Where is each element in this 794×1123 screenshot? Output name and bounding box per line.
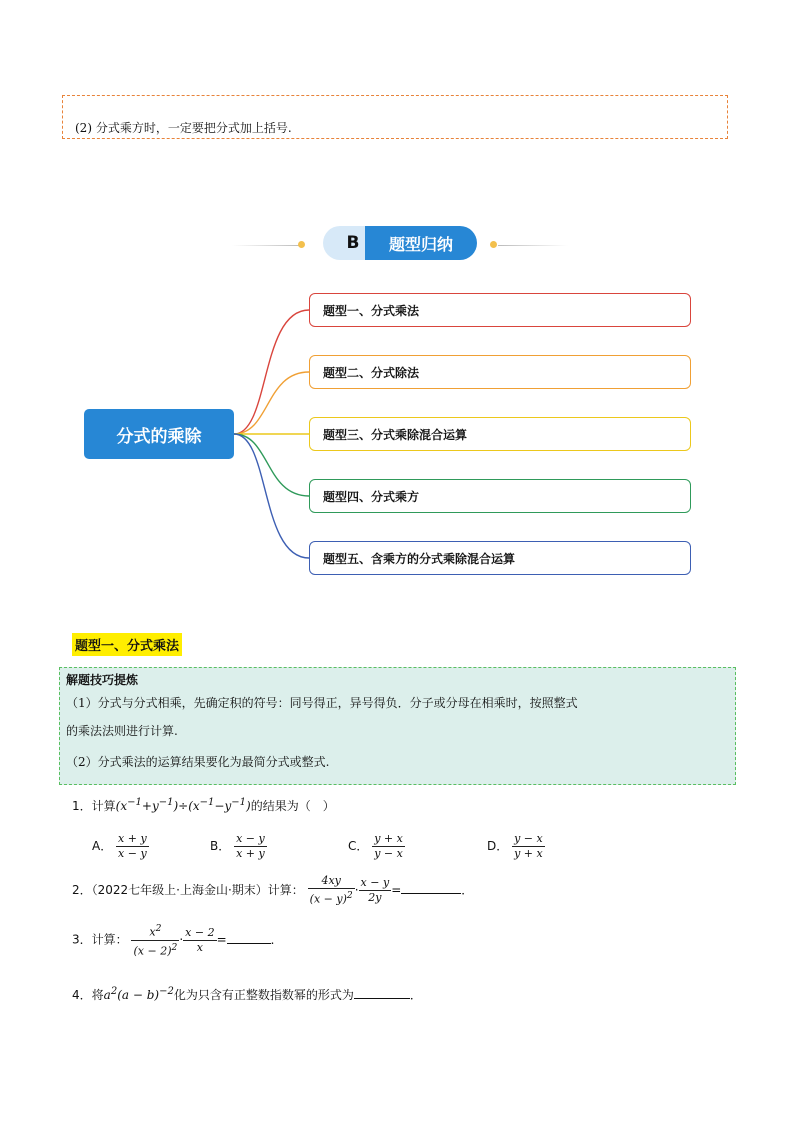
option-fraction: $\frac{y + x}{y - x}$ (374, 832, 403, 860)
option-fraction: $\frac{x - y}{x + y}$ (236, 832, 265, 860)
option-letter: A． (92, 839, 113, 853)
q2-fraction-2: $\frac{x - y}{2y}$ (360, 875, 390, 904)
mindmap-branch-3: 题型三、分式乘除混合运算 (309, 417, 691, 451)
q2-number: 2． (72, 882, 92, 897)
question-4: 4．将$a^2(a - b)^{-2}$化为只含有正整数指数幂的形式为 ． (72, 986, 422, 1002)
mindmap-root: 分式的乘除 (84, 409, 234, 459)
note-text: (2) 分式乘方时，一定要把分式加上括号. (75, 121, 292, 135)
banner-letter: B (323, 226, 383, 260)
q1-number: 1． (72, 799, 92, 813)
mindmap-branch-4: 题型四、分式乘方 (309, 479, 691, 513)
q1-option-c[interactable] (348, 832, 405, 861)
q3-fraction-1: $\frac{x^2}{(x - 2)^2}$ (133, 923, 178, 958)
mindmap-branch-1: 题型一、分式乘法 (309, 293, 691, 327)
banner-title: 题型归纳 (365, 226, 477, 260)
q2-fraction-1: $\frac{4xy}{(x - y)^2}$ (309, 874, 353, 906)
option-letter: D． (487, 839, 509, 853)
q1-expression: $(x^{-1}+y^{-1})\div(x^{-1}-y^{-1})$ (115, 797, 251, 813)
q1-prefix: 计算 (91, 799, 116, 813)
mindmap-branch-2: 题型二、分式除法 (309, 355, 691, 389)
q3-prefix: 计算： (91, 932, 128, 947)
q4-prefix: 将 (91, 988, 104, 1002)
q4-answer-blank[interactable] (354, 998, 410, 999)
q4-suffix: 化为只含有正整数指数幂的形式为 (173, 988, 354, 1002)
mindmap-branch-5: 题型五、含乘方的分式乘除混合运算 (309, 541, 691, 575)
tips-line-2: 的乘法法则进行计算. (66, 724, 178, 738)
topic-heading: 题型一、分式乘法 (72, 633, 182, 656)
q1-suffix: 的结果为（ ） (250, 799, 335, 813)
option-fraction: $\frac{x + y}{x - y}$ (118, 832, 147, 860)
connector-5 (234, 434, 309, 558)
q3-number: 3． (72, 932, 92, 947)
q1-option-d[interactable] (487, 832, 545, 861)
option-fraction: $\frac{y - x}{y + x}$ (514, 832, 543, 860)
q2-answer-blank[interactable] (401, 893, 461, 894)
question-1 (72, 797, 335, 814)
tips-title: 解题技巧提炼 (66, 673, 139, 687)
connector-1 (234, 310, 309, 434)
tips-line-1: （1）分式与分式相乘，先确定积的符号：同号得正，异号得负．分子或分母在相乘时，按照整式 (66, 696, 578, 710)
question-2: 2．（2022七年级上·上海金山·期末）计算： $\frac{4xy}{(x - y)^2}$ · $\frac{x - y}{2y}$ = ． (72, 874, 474, 906)
tips-line-3: （2）分式乘法的运算结果要化为最简分式或整式. (66, 755, 330, 769)
q1-option-a[interactable] (92, 832, 149, 861)
tips-box (59, 667, 736, 785)
q4-number: 4． (72, 988, 92, 1002)
q4-expression: $a^2(a - b)^{-2}$ (103, 986, 174, 1002)
q2-source: （2022七年级上·上海金山·期末）计算： (91, 882, 304, 897)
q1-option-b[interactable] (210, 832, 267, 861)
question-3: 3．计算： $\frac{x^2}{(x - 2)^2}$ · $\frac{x - 2}{x}$ = ． (72, 923, 283, 958)
connector-4 (234, 434, 309, 496)
q3-answer-blank[interactable] (227, 943, 271, 944)
q3-fraction-2: $\frac{x - 2}{x}$ (185, 925, 215, 954)
connector-2 (234, 372, 309, 434)
option-letter: C． (348, 839, 369, 853)
option-letter: B． (210, 839, 231, 853)
